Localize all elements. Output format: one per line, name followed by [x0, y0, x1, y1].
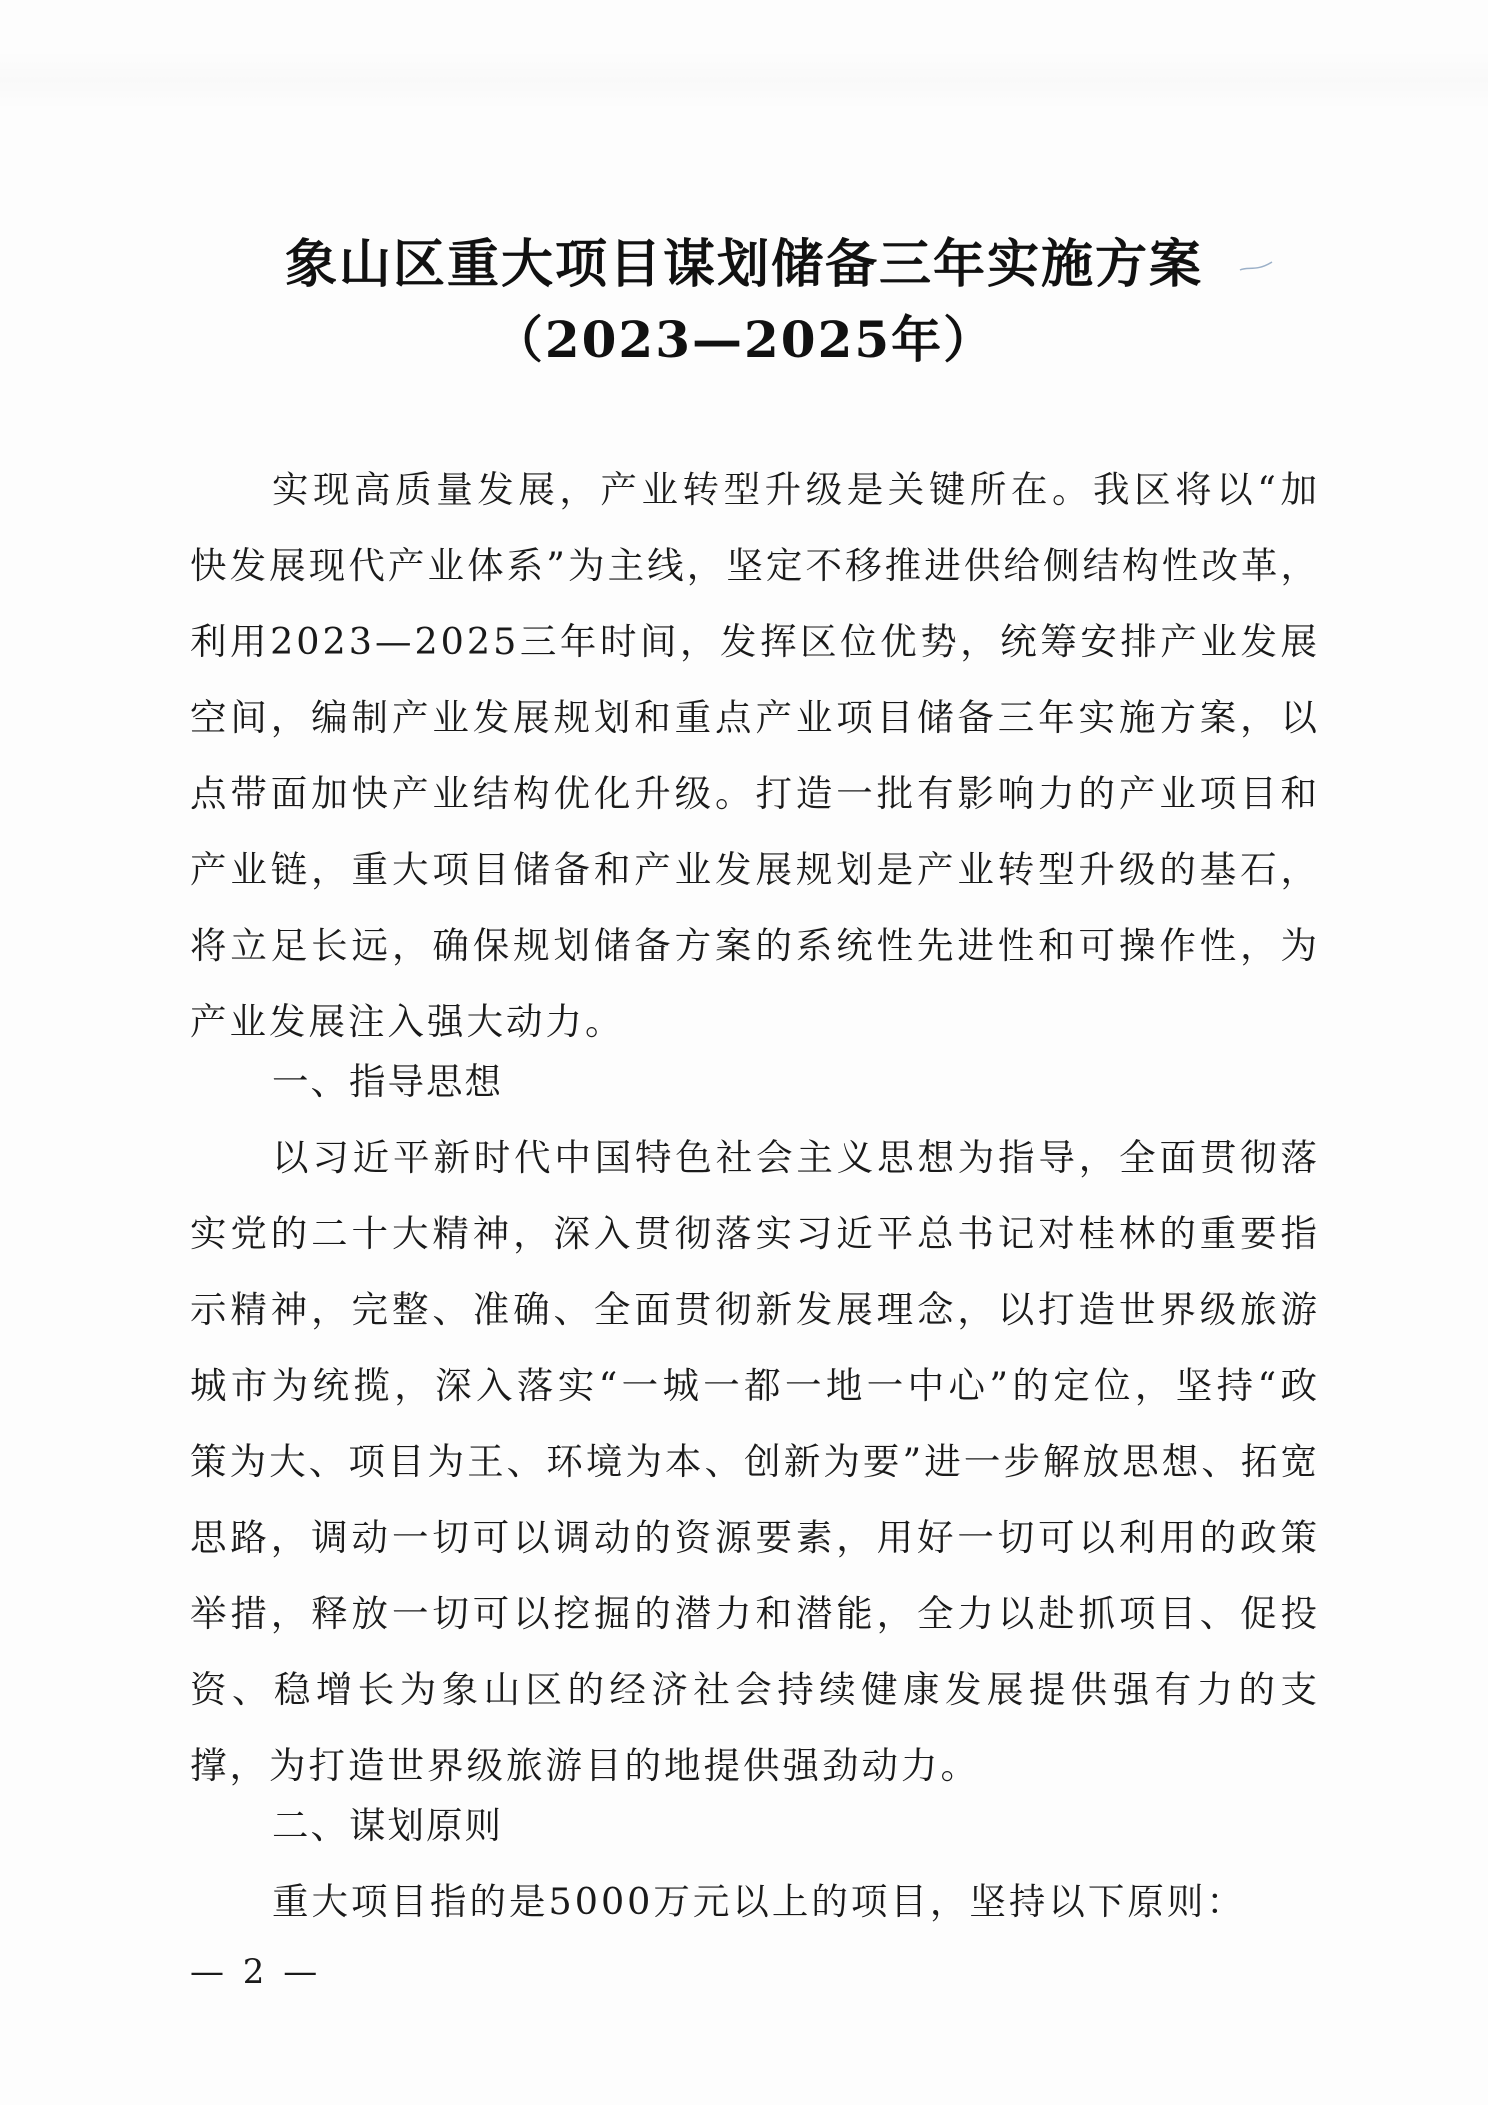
section-heading-planning-principles: 二、谋划原则 [272, 1804, 503, 1847]
scan-artifact [0, 50, 1488, 110]
planning-principles-paragraph: 重大项目指的是5000万元以上的项目，坚持以下原则： [272, 1880, 1246, 1923]
section-heading-guiding-thought: 一、指导思想 [272, 1060, 503, 1103]
page-number: — 2 — [190, 1952, 322, 1992]
document-subtitle: （2023—2025年） [492, 310, 996, 369]
pen-mark-icon [1238, 256, 1274, 274]
document-title: 象山区重大项目谋划储备三年实施方案 [284, 234, 1203, 295]
guiding-thought-paragraph: 以习近平新时代中国特色社会主义思想为指导，全面贯彻落实党的二十大精神，深入贯彻落实习近平总书记对桂林的重要指示精神，完整、准确、全面贯彻新发展理念，以打造世界级旅游城市为统揽，深入落实“一城一都一地一中心”的定位，坚持“政策为大、项目为王、环境为本、创新为要”进一步解放思想、拓宽思路，调动一切可以调动的资源要素，用好一切可以利用的政策举措，释放一切可以挖掘的潜力和潜能，全力以赴抓项目、促投资、稳增长为象山区的经济社会持续健康发展提供强有力的支撑，为打造世界级旅游目的地提供强劲动力。 [190, 1136, 1320, 1787]
intro-paragraph: 实现高质量发展，产业转型升级是关键所在。我区将以“加快发展现代产业体系”为主线，坚定不移推进供给侧结构性改革，利用2023—2025三年时间，发挥区位优势，统筹安排产业发展空间，编制产业发展规划和重点产业项目储备三年实施方案，以点带面加快产业结构优化升级。打造一批有影响力的产业项目和产业链，重大项目储备和产业发展规划是产业转型升级的基石，将立足长远，确保规划储备方案的系统性先进性和可操作性，为产业发展注入强大动力。 [190, 468, 1320, 1043]
